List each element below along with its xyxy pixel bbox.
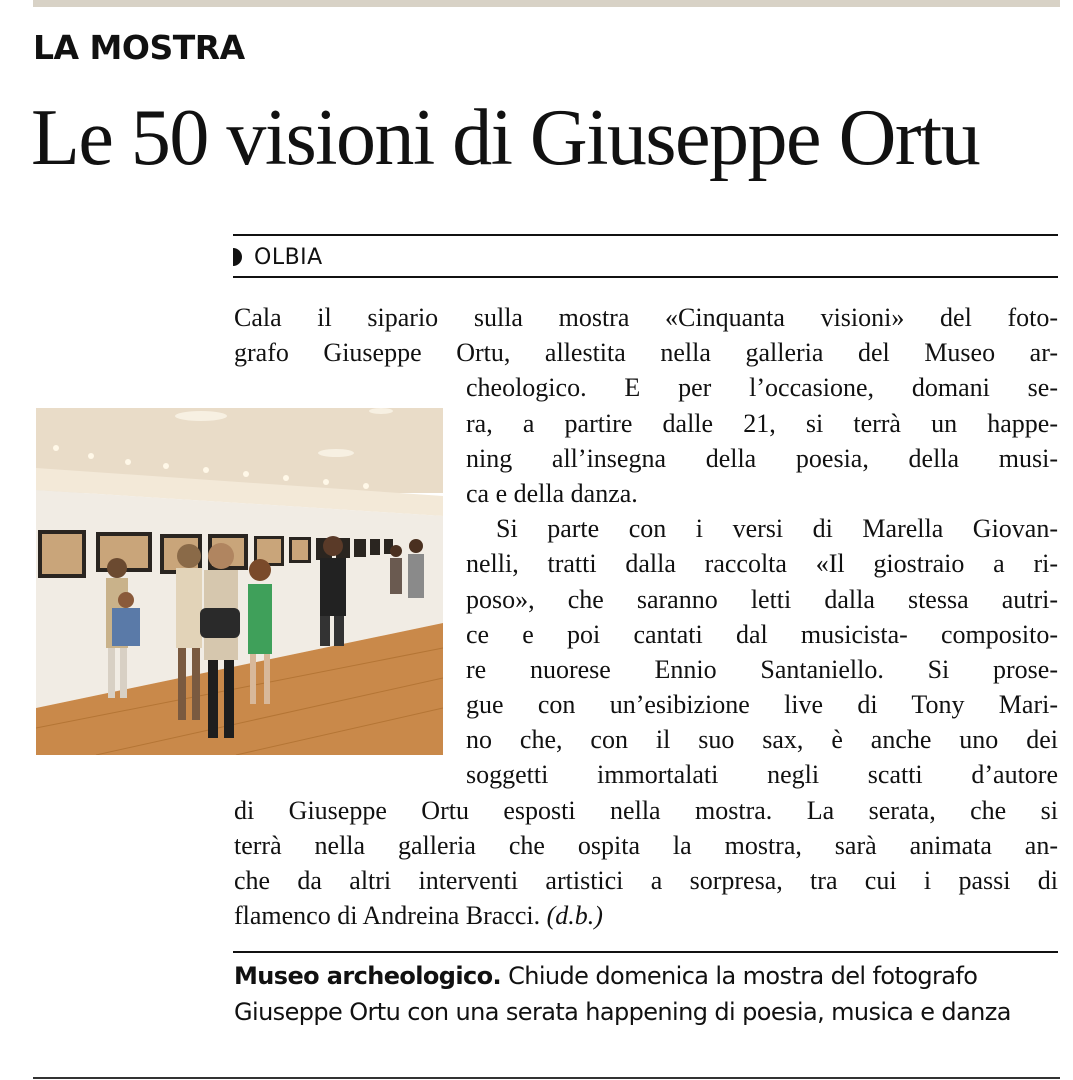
- body-line: ce e poi cantati dal musicista- composito-: [466, 619, 1058, 649]
- caption-text: Chiude domenica la mostra del fotografo: [501, 962, 978, 990]
- body-line: ning all’insegna della poesia, della musi-: [466, 443, 1058, 473]
- body-line: ra, a partire dalle 21, si terrà un happe-: [466, 408, 1058, 438]
- body-line: terrà nella galleria che ospita la mostra, sarà animata an-: [234, 830, 1058, 860]
- article-body: [234, 300, 1058, 933]
- body-line-final: [234, 898, 1058, 933]
- article-headline: Le 50 visioni di Giuseppe Ortu: [31, 94, 980, 182]
- author-byline: (d.b.): [546, 901, 603, 931]
- dateline-location: OLBIA: [254, 244, 323, 270]
- body-line: Cala il sipario sulla mostra «Cinquanta visioni» del foto-: [234, 303, 1058, 332]
- body-line: poso», che saranno letti dalla stessa autri-: [466, 584, 1058, 614]
- caption-line: Giuseppe Ortu con una serata happening di poesia, musica e danza: [234, 998, 1011, 1026]
- body-line: che da altri interventi artistici a sorpresa, tra cui i passi di: [234, 866, 1058, 895]
- dateline-rule-top: [233, 234, 1058, 236]
- body-line: soggetti immortalati negli scatti d’autore: [466, 760, 1058, 790]
- body-line: gue con un’esibizione live di Tony Mari-: [466, 690, 1058, 720]
- caption-rule: [233, 951, 1058, 953]
- body-line: Si parte con i versi di Marella Giovan-: [496, 514, 1058, 544]
- dateline-rule-bottom: [233, 276, 1058, 278]
- body-line: nelli, tratti dalla raccolta «Il giostraio a ri-: [466, 549, 1058, 579]
- bottom-rule: [33, 1077, 1060, 1079]
- body-line-text: flamenco di Andreina Bracci.: [234, 901, 541, 931]
- caption-lead: Museo archeologico.: [234, 962, 502, 990]
- body-line: re nuorese Ennio Santaniello. Si prose-: [466, 654, 1058, 684]
- body-line: ca e della danza.: [466, 478, 638, 508]
- dateline: [233, 240, 323, 274]
- top-rule: [33, 0, 1060, 7]
- photo-caption: [234, 958, 1058, 1030]
- caption-line: [234, 958, 1058, 994]
- body-line: di Giuseppe Ortu esposti nella mostra. La serata, che si: [234, 795, 1058, 825]
- half-circle-marker-icon: [233, 248, 245, 266]
- body-line: grafo Giuseppe Ortu, allestita nella galleria del Museo ar-: [234, 338, 1058, 368]
- body-line: no che, con il suo sax, è anche uno dei: [466, 725, 1058, 755]
- body-line: cheologico. E per l’occasione, domani se-: [466, 373, 1058, 403]
- section-kicker: LA MOSTRA: [33, 28, 245, 67]
